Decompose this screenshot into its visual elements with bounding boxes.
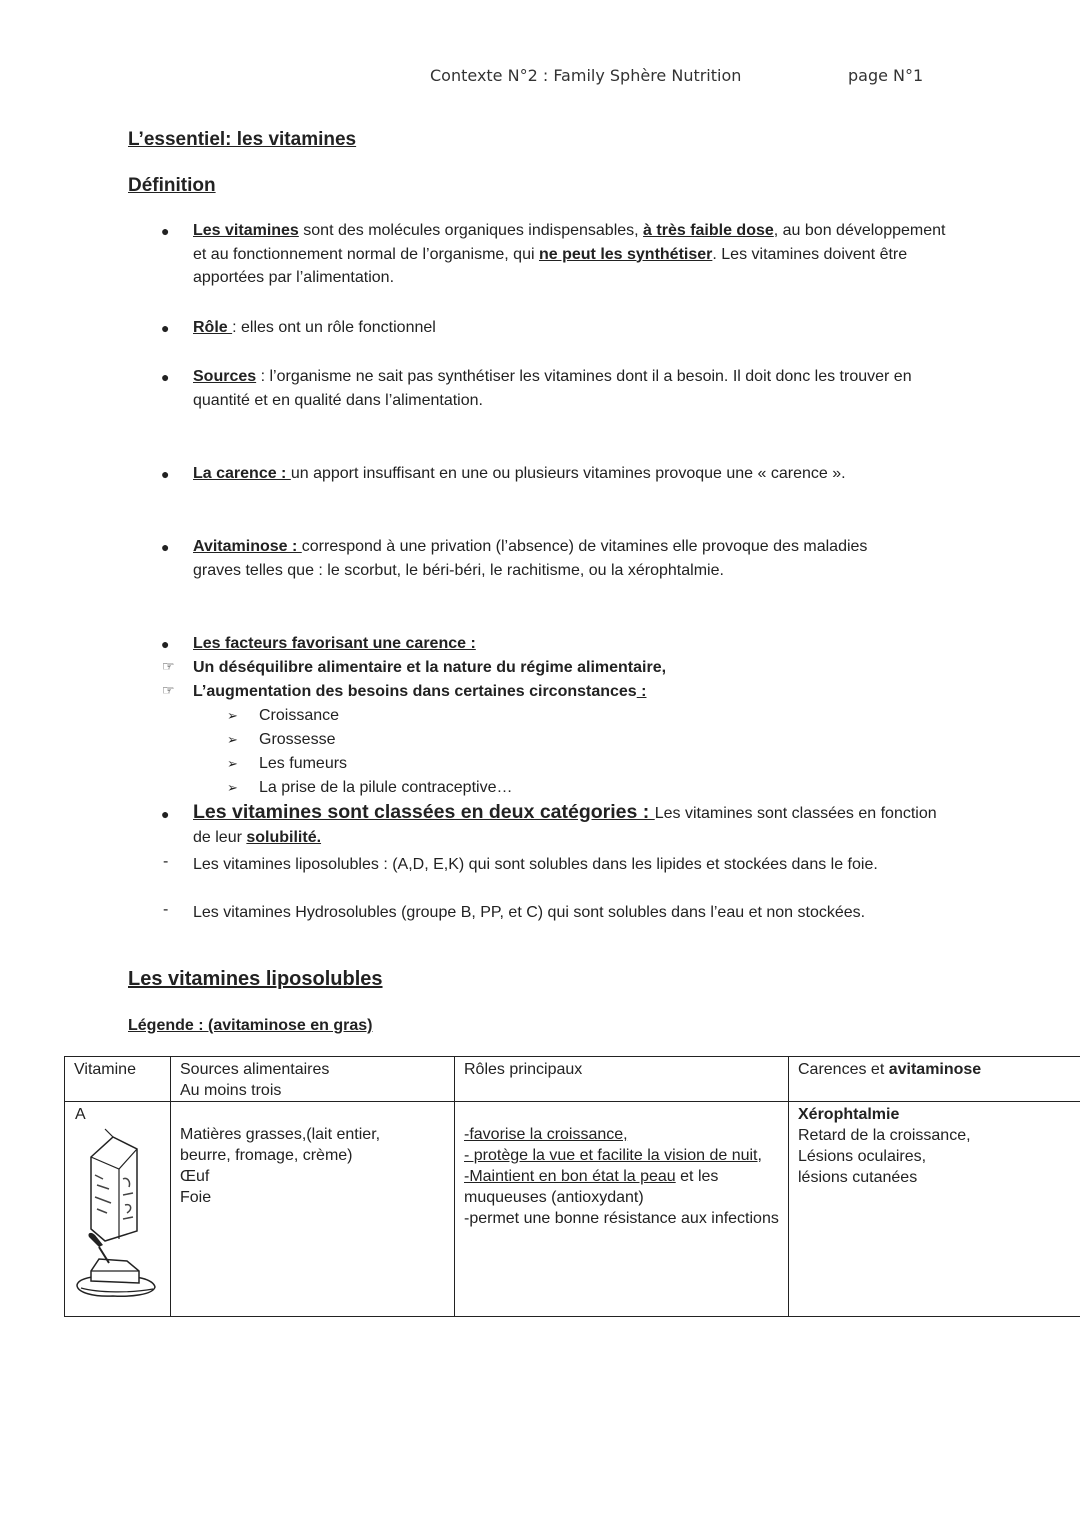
liposolubles-text: Les vitamines liposolubles : (A,D, E,K) qui sont solubles dans les lipides et stockées dans le foie. bbox=[193, 856, 878, 873]
term: Rôle bbox=[193, 319, 233, 336]
term: Les vitamines bbox=[193, 222, 299, 239]
vitamins-table bbox=[64, 1056, 1080, 1317]
page-number: page N°1 bbox=[848, 66, 924, 85]
bullet-icon: ● bbox=[161, 320, 170, 336]
definition-sources: Sources : l’organisme ne sait pas synthétiser les vitamines dont il a besoin. Il doit donc les trouver en quantité et en qualité dans l’alimentation. bbox=[193, 368, 912, 409]
definition-heading: Définition bbox=[128, 175, 216, 196]
legend: Légende : (avitaminose en gras) bbox=[128, 1017, 373, 1034]
bullet-icon: ● bbox=[161, 806, 170, 822]
factor-item: ➢ Croissance bbox=[227, 704, 339, 728]
definition-avitaminose: Avitaminose : correspond à une privation (l’absence) de vitamines elle provoque des maladies graves telles que : le scorbut, le béri-béri, le rachitisme, ou la xérophtalmie. bbox=[193, 538, 868, 579]
header-vitamine: Vitamine bbox=[65, 1057, 171, 1102]
factor-item: ➢ Grossesse bbox=[227, 728, 335, 752]
term: Avitaminose : bbox=[193, 538, 302, 555]
classification-heading: Les vitamines sont classées en deux catégories : bbox=[193, 801, 655, 823]
factor-point-2: L’augmentation des besoins dans certaines circonstances : bbox=[193, 683, 647, 700]
arrowhead-icon: ➢ bbox=[227, 732, 238, 747]
definition-role: Rôle : elles ont un rôle fonctionnel bbox=[193, 319, 436, 336]
definition-vitamines: Les vitamines sont des molécules organiques indispensables, à très faible dose, au bon développement et au fonctionnement normal de l’organisme, qui ne peut les synthétiser. Les vitamines doivent être apportées par l’alimentation. bbox=[193, 222, 946, 286]
section-title: Les vitamines liposolubles bbox=[128, 968, 383, 990]
header-carences: Carences et avitaminose bbox=[789, 1057, 1080, 1102]
factor-point-1: Un déséquilibre alimentaire et la nature du régime alimentaire, bbox=[193, 659, 667, 676]
table-row bbox=[65, 1102, 1080, 1317]
factors-heading: Les facteurs favorisant une carence : bbox=[193, 635, 476, 652]
dash-marker: - bbox=[163, 901, 169, 918]
definition-carence: La carence : un apport insuffisant en une ou plusieurs vitamines provoque une « carence ». bbox=[193, 465, 846, 482]
emphasis: ne peut les synthétiser bbox=[538, 245, 713, 263]
term: La carence : bbox=[193, 465, 291, 482]
cell-vitamine: A bbox=[65, 1102, 171, 1317]
header-title: Contexte N°2 : Family Sphère Nutrition bbox=[430, 66, 742, 85]
factor-item: ➢ La prise de la pilule contraceptive… bbox=[227, 776, 512, 800]
table-header-row bbox=[65, 1057, 1080, 1102]
hydrosolubles-text: Les vitamines Hydrosolubles (groupe B, PP, et C) qui sont solubles dans l’eau et non stockées. bbox=[193, 904, 866, 921]
header-roles: Rôles principaux bbox=[455, 1057, 789, 1102]
bullet-icon: ● bbox=[161, 636, 170, 652]
term: Sources bbox=[193, 368, 257, 385]
bullet-icon: ● bbox=[161, 369, 170, 385]
header-sources: Sources alimentaires Au moins trois bbox=[171, 1057, 455, 1102]
bullet-icon: ● bbox=[161, 466, 170, 482]
milk-butter-illustration-icon bbox=[69, 1125, 161, 1303]
keyword: solubilité. bbox=[246, 828, 322, 846]
arrowhead-icon: ➢ bbox=[227, 756, 238, 771]
main-title: L’essentiel: les vitamines bbox=[128, 129, 357, 150]
dash-marker: - bbox=[163, 853, 169, 870]
pointing-hand-icon: ☞ bbox=[162, 682, 175, 698]
cell-sources: Matières grasses,(lait entier, beurre, fromage, crème) Œuf Foie bbox=[171, 1102, 455, 1317]
bullet-icon: ● bbox=[161, 539, 170, 555]
factor-item: ➢ Les fumeurs bbox=[227, 752, 347, 776]
arrowhead-icon: ➢ bbox=[227, 708, 238, 723]
arrowhead-icon: ➢ bbox=[227, 780, 238, 795]
emphasis: à très faible dose bbox=[643, 222, 774, 239]
classification: Les vitamines sont classées en deux catégories : Les vitamines sont classées en fonction de leur solubilité. bbox=[193, 801, 937, 846]
bullet-icon: ● bbox=[161, 223, 170, 239]
cell-roles: -favorise la croissance, - protège la vue et facilite la vision de nuit, -Maintient en bon état la peau et les muqueuses (antioxydant) -permet une bonne résistance aux infections bbox=[455, 1102, 789, 1317]
cell-carences: Xérophtalmie Retard de la croissance, Lésions oculaires, lésions cutanées bbox=[789, 1102, 1080, 1317]
pointing-hand-icon: ☞ bbox=[162, 658, 175, 674]
